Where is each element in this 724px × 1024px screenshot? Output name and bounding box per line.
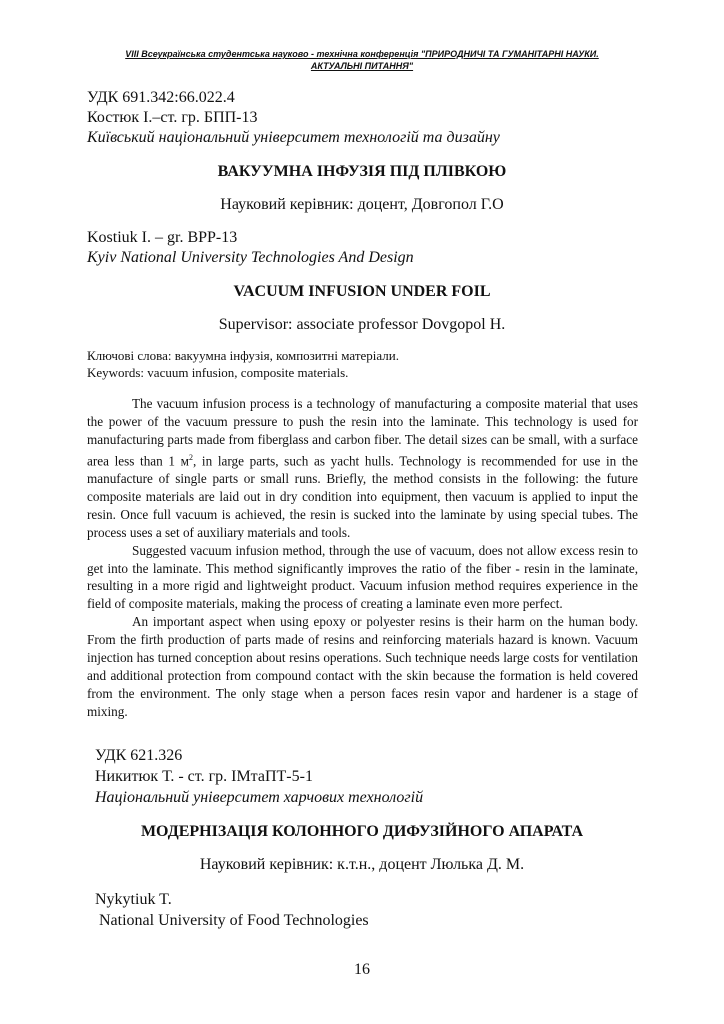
article2-udk: УДК 621.326 — [95, 747, 183, 764]
paragraph-1-part-a: The vacuum infusion process is a technology of manufacturing a composite material that uses the power of the vacuum pressure to push the resin into the laminate. This technology is used for manufacturing parts made from fiberglass and carbon fiber. The detail sizes can be small, with a surface area less than 1 м — [87, 396, 638, 469]
paragraph-3: An important aspect when using epoxy or polyester resins is their harm on the human body. From the firth production of parts made of resins and reinforcing materials hazard is known. Vacuum injection has turned conception about resins operations. Such technique needs large costs for ventilation and additional protection from compound contact with the skin because the formation is held covered from the environment. The only stage when a person faces resin vapor and hardener is a stage of mixing. — [87, 614, 638, 719]
article1-meta-ua — [87, 88, 647, 148]
article2-author-ua: Никитюк Т. - ст. гр. ІМтаПТ-5-1 — [95, 768, 313, 785]
article2-title-ua: МОДЕРНІЗАЦІЯ КОЛОННОГО ДИФУЗІЙНОГО АПАРАТА — [140, 823, 584, 840]
page-number: 16 — [354, 961, 370, 978]
paragraph-1 — [87, 395, 638, 542]
keywords-en: Keywords: vacuum infusion, composite materials. — [87, 365, 349, 380]
conference-header — [60, 48, 664, 72]
article2-university-en: National University of Food Technologies — [95, 912, 369, 929]
paragraph-2: Suggested vacuum infusion method, through the use of vacuum, does not allow excess resin to get into the laminate. This method significantly improves the ratio of the fiber - resin in the laminate, resulting in a more rigid and lightweight product. Vacuum infusion method requires experience in the field of composite materials, making the process of creating a laminate even more perfect. — [87, 542, 638, 612]
article2-meta-en — [95, 889, 655, 931]
article1-author-en: Kostiuk I. – gr. BPP-13 — [87, 229, 238, 246]
conference-header-line-2: АКТУАЛЬНІ ПИТАННЯ" — [310, 61, 414, 71]
article2-supervisor-ua: Науковий керівник: к.т.н., доцент Люлька Д. М. — [199, 856, 525, 873]
paragraph-1-part-b: , in large parts, such as yacht hulls. Technology is recommended for use in the manufacture of single parts or small runs. Briefly, the method consists in the following: the future composite materials are laid out in dry condition into equipment, then vacuum is applied to input the resin. Once full vacuum is achieved, the resin is sucked into the laminate by using special tubes. The process uses a set of auxiliary materials and tools. — [87, 453, 638, 540]
article2-author-en: Nykytiuk T. — [95, 891, 172, 908]
article1-body — [87, 395, 638, 721]
article1-author-ua: Костюк І.–ст. гр. БПП-13 — [87, 109, 258, 126]
article1-udk: УДК 691.342:66.022.4 — [87, 89, 235, 106]
article2-meta-ua — [95, 745, 655, 808]
conference-header-line-1: VIII Всеукраїнська студентська науково - технічна конференція "ПРИРОДНИЧІ ТА ГУМАНІТАРНІ НАУКИ. — [125, 49, 599, 59]
article1-university-en: Kyiv National University Technologies And Design — [87, 249, 414, 266]
article1-meta-en — [87, 228, 647, 268]
article1-supervisor-ua: Науковий керівник: доцент, Довгопол Г.О — [220, 196, 504, 213]
article1-title-ua: ВАКУУМНА ІНФУЗІЯ ПІД ПЛІВКОЮ — [217, 163, 507, 180]
keywords-ua: Ключові слова: вакуумна інфузія, композитні матеріали. — [87, 348, 399, 363]
article1-keywords — [87, 347, 647, 381]
article1-university-ua: Київський національний університет технологій та дизайну — [87, 129, 500, 146]
superscript-exponent: 2 — [188, 452, 193, 462]
article1-supervisor-en: Supervisor: associate professor Dovgopol H. — [218, 316, 506, 333]
article2-university-ua: Національний університет харчових технологій — [95, 789, 424, 806]
article1-title-en: VACUUM INFUSION UNDER FOIL — [233, 283, 491, 300]
